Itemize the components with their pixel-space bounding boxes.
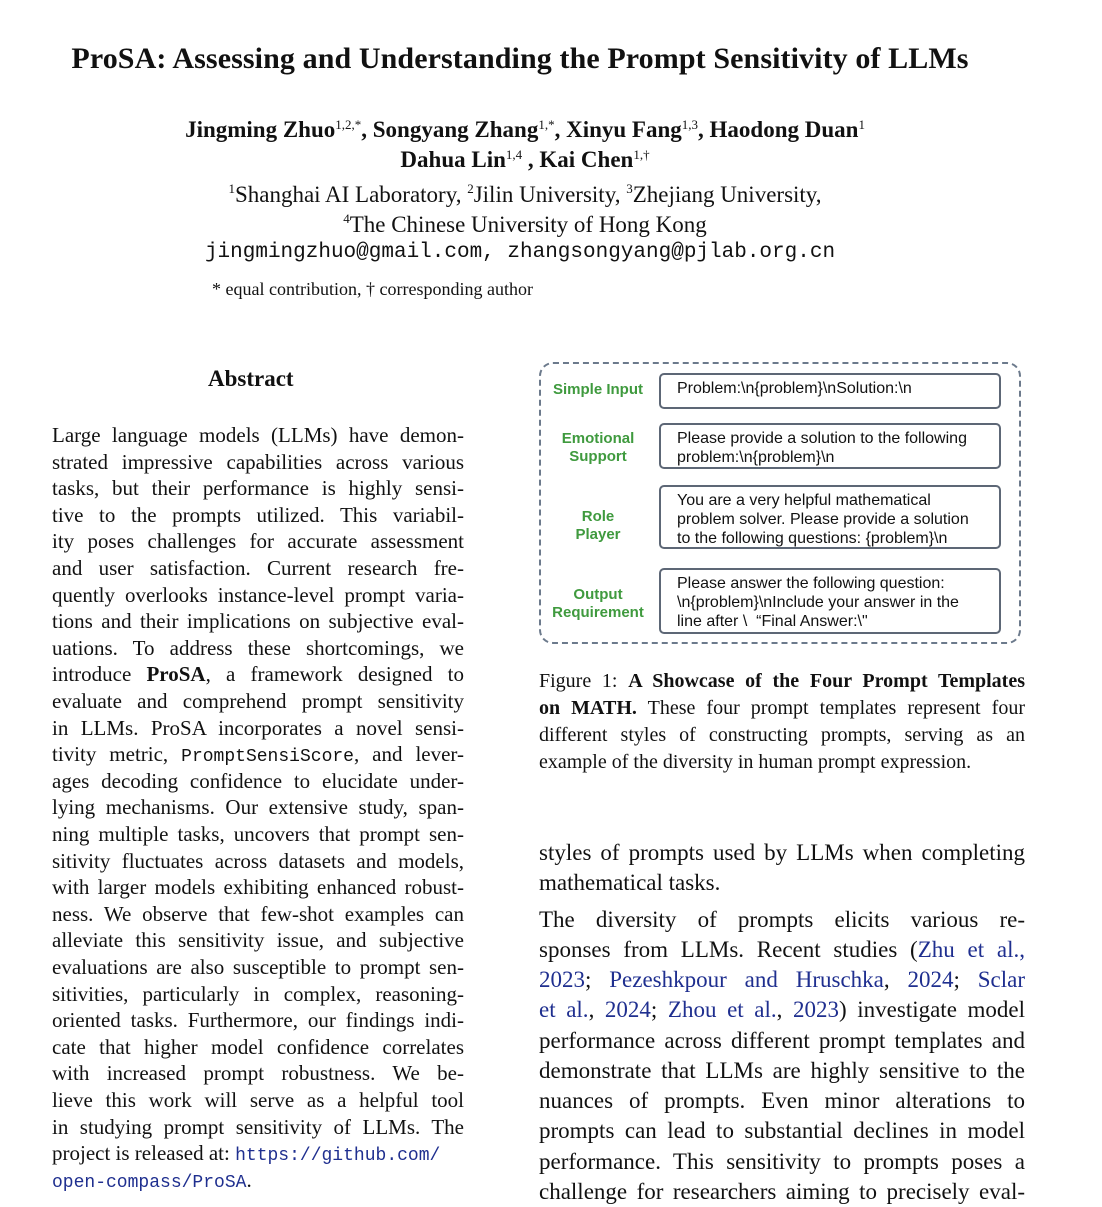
author-separator: , <box>522 147 540 172</box>
body-line <box>539 1056 1025 1086</box>
template-label <box>544 586 652 622</box>
text-run: , <box>883 967 908 992</box>
abstract-line: ning multiple tasks, uncovers that prompt sen- <box>52 822 464 846</box>
affiliation-mark: 1 <box>228 181 235 196</box>
text-run: styles of prompts used by LLMs when completing <box>539 840 1025 865</box>
body-line <box>539 905 1025 935</box>
metric-name: PromptSensiScore <box>181 747 354 768</box>
citation-link[interactable]: 2024 <box>907 967 954 992</box>
abstract-line: uations. To address these shortcomings, we <box>52 635 464 660</box>
abstract-line: tive to the prompts utilized. This variabil- <box>52 502 464 527</box>
abstract-line: cate that higher model confidence correlates <box>52 1034 464 1059</box>
author-affil-mark: 1,3 <box>681 117 699 132</box>
abstract-line <box>52 661 464 688</box>
body-line <box>539 965 1025 995</box>
text-run: , a framework designed to <box>205 662 464 687</box>
template-label <box>544 508 652 544</box>
text-run: , <box>776 997 793 1022</box>
text-run: ; <box>953 967 978 992</box>
affiliation-name: Jilin University, <box>473 182 627 207</box>
body-line <box>539 935 1025 965</box>
text-run: , <box>588 997 605 1022</box>
text-run: nuances of prompts. Even minor alterations to <box>539 1088 1025 1113</box>
author-affil-mark: 1 <box>858 117 865 132</box>
abstract-line: sitivities, particularly in complex, reasoning- <box>52 981 464 1006</box>
abstract-line: alleviate this sensitivity issue, and subjective <box>52 928 464 953</box>
paper-title: ProSA: Assessing and Understanding the Prompt Sensitivity of LLMs <box>71 42 969 75</box>
template-label <box>544 381 652 399</box>
affiliation-row-2 <box>0 211 1050 238</box>
abstract-line: oriented tasks. Furthermore, our findings indi- <box>52 1008 464 1033</box>
text-run: project is released at: <box>52 1141 236 1166</box>
abstract-line: lieve this work will serve as a helpful tool <box>52 1088 464 1112</box>
abstract-line: ness. We observe that few-shot examples can <box>52 901 464 926</box>
abstract-line: in LLMs. ProSA incorporates a novel sensi- <box>52 715 464 740</box>
template-box: Problem:\n{problem}\nSolution:\n <box>659 373 1001 409</box>
template-label-line: Requirement <box>552 604 644 621</box>
abstract-line: with increased prompt robustness. We be- <box>52 1061 464 1086</box>
author-affil-mark: 1,* <box>538 117 555 132</box>
abstract-line: quently overlooks instance-level prompt varia- <box>52 582 464 607</box>
caption-bold: A Showcase of the Four Prompt Templates <box>628 670 1025 692</box>
affiliation-name: Shanghai AI Laboratory, <box>234 182 468 207</box>
author-emails: jingmingzhuo@gmail.com, zhangsongyang@pjlab.org.cn <box>204 241 836 264</box>
text-run: ) investigate model <box>839 997 1025 1022</box>
text-run: introduce <box>52 662 147 687</box>
template-label-line: Simple Input <box>553 381 643 398</box>
text-run: tivity metric, <box>52 742 182 767</box>
text-run: different styles of constructing prompts, serving as an <box>539 724 1025 746</box>
bold-term: ProSA <box>146 662 206 687</box>
contribution-note: * equal contribution, † corresponding author <box>212 279 533 299</box>
abstract-line: evaluate and comprehend prompt sensitivity <box>52 689 464 713</box>
abstract-line: strated impressive capabilities across various <box>52 449 464 474</box>
abstract-heading: Abstract <box>208 366 294 391</box>
citation-link[interactable]: 2024 <box>604 997 651 1022</box>
text-run: These four prompt templates represent four <box>636 697 1025 719</box>
project-link[interactable]: open-compass/ProSA <box>52 1172 247 1193</box>
template-label-line: Emotional <box>561 430 635 447</box>
text-run: performance across different prompt templates and <box>539 1028 1025 1053</box>
affiliation-mark: 2 <box>467 181 474 196</box>
caption-line <box>539 668 1025 695</box>
body-line <box>539 1147 1025 1177</box>
citation-link[interactable]: Pezeshkpour and Hruschka <box>609 967 884 992</box>
affiliation-name: The Chinese University of Hong Kong <box>349 212 707 237</box>
template-label-line: Support <box>569 448 627 465</box>
text-run: , and lever- <box>353 742 464 767</box>
text-run: The diversity of prompts elicits various re- <box>539 907 1025 932</box>
affiliation-row-1 <box>0 181 1050 208</box>
citation-link[interactable]: Sclar <box>977 967 1026 992</box>
body-line <box>539 838 1025 868</box>
template-label-line: Player <box>575 526 621 543</box>
abstract-line: ity poses challenges for accurate assessment <box>52 529 464 554</box>
text-run: performance. This sensitivity to prompts poses a <box>539 1149 1025 1174</box>
author-affil-mark: 1,2,* <box>335 117 362 132</box>
text-run: prompts can lead to substantial declines in model <box>539 1118 1025 1143</box>
text-run: demonstrate that LLMs are highly sensitive to the <box>539 1058 1025 1083</box>
abstract-line: lying mechanisms. Our extensive study, span- <box>52 795 464 820</box>
abstract-line: Large language models (LLMs) have demon- <box>52 423 464 447</box>
caption-line <box>539 722 1025 749</box>
author-row-2 <box>0 147 1050 173</box>
abstract-line: sitivity fluctuates across datasets and models, <box>52 848 464 873</box>
body-line <box>539 1116 1025 1146</box>
abstract-line: evaluations are also susceptible to prompt sen- <box>52 955 464 979</box>
abstract-line <box>52 1140 464 1167</box>
abstract-line: ages decoding confidence to elucidate under- <box>52 768 464 793</box>
body-line <box>539 1177 1025 1207</box>
abstract-line: with larger models exhibiting enhanced robust- <box>52 875 464 900</box>
abstract-line: tasks, but their performance is highly sensi- <box>52 476 464 501</box>
author-separator: , <box>554 117 567 142</box>
project-link[interactable]: https://github.com/ <box>235 1146 441 1167</box>
author-name: Songyang Zhang <box>372 117 539 142</box>
caption-bold: on MATH. <box>539 697 637 719</box>
text-run: mathematical tasks. <box>539 870 721 895</box>
caption-line <box>539 749 1025 776</box>
citation-link[interactable]: Zhou et al. <box>667 997 777 1022</box>
text-run: challenge for researchers aiming to precisely eval- <box>539 1179 1025 1204</box>
citation-link[interactable]: et al. <box>539 997 589 1022</box>
text-run: ; <box>650 997 668 1022</box>
abstract-line: and user satisfaction. Current research fre- <box>52 556 464 580</box>
body-line <box>539 1086 1025 1116</box>
author-separator: , <box>698 117 710 142</box>
caption-line <box>539 695 1025 722</box>
abstract-line: in studying prompt sensitivity of LLMs. The <box>52 1114 464 1139</box>
abstract-line: tions and their implications on subjective eval- <box>52 609 464 634</box>
text-run: example of the diversity in human prompt expression. <box>539 751 972 773</box>
text-run: ; <box>585 967 610 992</box>
author-name: Haodong Duan <box>709 117 859 142</box>
abstract-line <box>52 1167 464 1194</box>
author-name: Kai Chen <box>539 147 634 172</box>
affiliation-mark: 4 <box>343 211 350 226</box>
body-line <box>539 1026 1025 1056</box>
body-line <box>539 995 1025 1025</box>
author-name: Jingming Zhuo <box>185 117 336 142</box>
author-separator: , <box>361 117 373 142</box>
author-affil-mark: 1,† <box>633 147 650 162</box>
text-run: . <box>246 1167 252 1192</box>
author-row-1 <box>0 117 1050 143</box>
template-box: Please provide a solution to the following problem:\n{problem}\n <box>659 423 1001 469</box>
text-run: Figure 1: <box>539 670 629 692</box>
template-label <box>544 430 652 466</box>
author-name: Xinyu Fang <box>566 117 682 142</box>
abstract-line <box>52 741 464 768</box>
template-label-line: Role <box>581 508 615 525</box>
text-run: sponses from LLMs. Recent studies ( <box>539 937 918 962</box>
template-box: Please answer the following question: \n{problem}\nInclude your answer in the line after \ “Final Answer:\" <box>659 568 1001 634</box>
template-label-line: Output <box>573 586 623 603</box>
author-name: Dahua Lin <box>400 147 506 172</box>
body-line <box>539 868 1025 898</box>
affiliation-mark: 3 <box>626 181 633 196</box>
citation-link[interactable]: 2023 <box>539 967 585 992</box>
template-box: You are a very helpful mathematical problem solver. Please provide a solution to the following questions: {problem}\n <box>659 485 1001 549</box>
citation-link[interactable]: Zhu et al., <box>917 937 1025 962</box>
citation-link[interactable]: 2023 <box>793 997 839 1022</box>
affiliation-name: Zhejiang University, <box>632 182 822 207</box>
author-affil-mark: 1,4 <box>505 147 523 162</box>
